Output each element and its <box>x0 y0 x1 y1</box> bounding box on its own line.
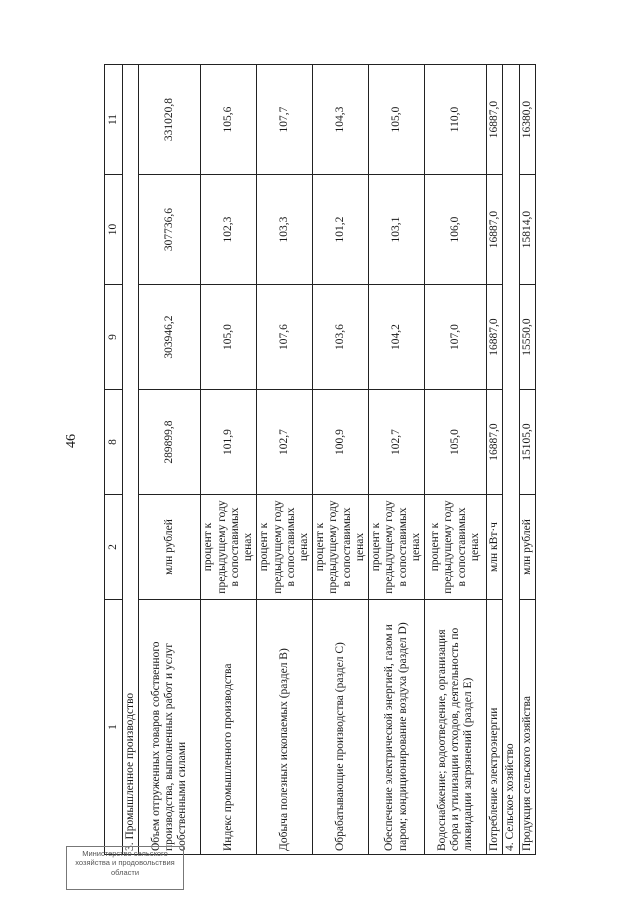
value-cell: 16380,0 <box>519 65 535 175</box>
value-cell: 105,0 <box>201 285 257 390</box>
table-row <box>487 65 503 855</box>
table-row <box>201 65 257 855</box>
header-cell: 10 <box>105 175 123 285</box>
rotated-table-container <box>104 65 536 855</box>
section-row <box>123 65 139 855</box>
value-cell: 105,0 <box>369 65 425 175</box>
section-label: 4. Сельское хозяйство <box>503 65 519 855</box>
stamp: Министерство сельского хозяйства и продовольствия области <box>66 846 184 890</box>
indicator-name: Объем отгруженных товаров собственного производства, выполненных работ и услуг собственными силами <box>139 600 201 855</box>
unit-cell: процент к предыдущему году в сопоставимых ценах <box>425 495 487 600</box>
header-cell: 2 <box>105 495 123 600</box>
indicator-name: Продукция сельского хозяйства <box>519 600 535 855</box>
value-cell: 110,0 <box>425 65 487 175</box>
value-cell: 105,0 <box>425 390 487 495</box>
value-cell: 102,7 <box>257 390 313 495</box>
header-cell: 9 <box>105 285 123 390</box>
value-cell: 101,9 <box>201 390 257 495</box>
unit-cell: процент к предыдущему году в сопоставимых ценах <box>369 495 425 600</box>
value-cell: 16887,0 <box>487 175 503 285</box>
header-cell: 8 <box>105 390 123 495</box>
table-row <box>425 65 487 855</box>
value-cell: 103,3 <box>257 175 313 285</box>
table-row <box>369 65 425 855</box>
value-cell: 15105,0 <box>519 390 535 495</box>
value-cell: 107,6 <box>257 285 313 390</box>
value-cell: 15550,0 <box>519 285 535 390</box>
value-cell: 331020,8 <box>139 65 201 175</box>
header-cell: 1 <box>105 600 123 855</box>
table-row <box>519 65 535 855</box>
statistics-table <box>104 64 536 855</box>
value-cell: 289899,8 <box>139 390 201 495</box>
value-cell: 16887,0 <box>487 65 503 175</box>
table-row <box>313 65 369 855</box>
table-body <box>123 65 536 855</box>
page-number: 46 <box>64 434 79 448</box>
value-cell: 107,0 <box>425 285 487 390</box>
section-label: 3. Промышленное производство <box>123 65 139 855</box>
unit-cell: процент к предыдущему году в сопоставимых ценах <box>201 495 257 600</box>
indicator-name: Добыча полезных ископаемых (раздел B) <box>257 600 313 855</box>
table-row <box>139 65 201 855</box>
indicator-name: Обрабатывающие производства (раздел C) <box>313 600 369 855</box>
value-cell: 100,9 <box>313 390 369 495</box>
indicator-name: Водоснабжение; водоотведение, организация сбора и утилизации отходов, деятельность по ликвидации загрязнений (раздел E) <box>425 600 487 855</box>
value-cell: 16887,0 <box>487 285 503 390</box>
value-cell: 101,2 <box>313 175 369 285</box>
value-cell: 106,0 <box>425 175 487 285</box>
table-row <box>257 65 313 855</box>
value-cell: 15814,0 <box>519 175 535 285</box>
section-row <box>503 65 519 855</box>
value-cell: 303946,2 <box>139 285 201 390</box>
unit-cell: млн рублей <box>139 495 201 600</box>
value-cell: 105,6 <box>201 65 257 175</box>
header-cell: 11 <box>105 65 123 175</box>
indicator-name: Обеспечение электрической энергией, газом и паром; кондиционирование воздуха (раздел D) <box>369 600 425 855</box>
header-row <box>105 65 123 855</box>
value-cell: 16887,0 <box>487 390 503 495</box>
value-cell: 102,3 <box>201 175 257 285</box>
unit-cell: млн рублей <box>519 495 535 600</box>
value-cell: 307736,6 <box>139 175 201 285</box>
value-cell: 103,1 <box>369 175 425 285</box>
unit-cell: процент к предыдущему году в сопоставимых ценах <box>313 495 369 600</box>
indicator-name: Индекс промышленного производства <box>201 600 257 855</box>
value-cell: 103,6 <box>313 285 369 390</box>
unit-cell: млн кВт·ч <box>487 495 503 600</box>
unit-cell: процент к предыдущему году в сопоставимых ценах <box>257 495 313 600</box>
value-cell: 102,7 <box>369 390 425 495</box>
indicator-name: Потребление электроэнергии <box>487 600 503 855</box>
value-cell: 104,2 <box>369 285 425 390</box>
value-cell: 104,3 <box>313 65 369 175</box>
value-cell: 107,7 <box>257 65 313 175</box>
